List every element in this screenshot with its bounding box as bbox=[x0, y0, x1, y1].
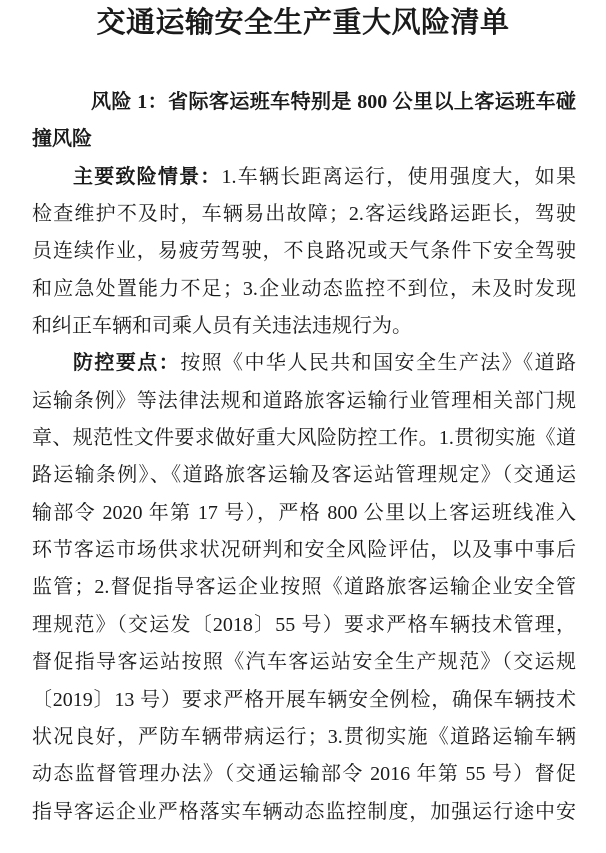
text-line bbox=[32, 532, 576, 569]
text-segment: 监管；2.督促指导客运企业按照《道路旅客运输企业安全管 bbox=[32, 576, 576, 599]
text-segment: 督促指导客运站按照《汽车客运站安全生产规范》（交运规 bbox=[32, 651, 576, 674]
document-body bbox=[32, 84, 576, 831]
document-title: 交通运输安全生产重大风险清单 bbox=[96, 7, 510, 39]
text-line bbox=[32, 233, 576, 270]
text-segment: 和纠正车辆和司乘人员有关违法违规行为。 bbox=[32, 315, 412, 338]
text-line bbox=[32, 121, 576, 158]
text-segment: 路运输条例》、《道路旅客运输及客运站管理规定》（交通运 bbox=[32, 464, 576, 487]
text-segment: 理规范》（交运发〔2018〕55 号）要求严格车辆技术管理， bbox=[32, 613, 576, 636]
text-segment: 状况良好，严防车辆带病运行；3.贯彻实施《道路运输车辆 bbox=[32, 725, 576, 748]
bold-label: 防控要点： bbox=[73, 352, 181, 375]
text-line bbox=[32, 420, 576, 457]
text-line bbox=[32, 569, 576, 606]
text-segment: 按照《中华人民共和国安全生产法》《道路 bbox=[180, 352, 576, 375]
bold-label: 风险 1：省际客运班车特别是 800 公里以上客运班车碰 bbox=[91, 91, 576, 113]
text-line bbox=[32, 495, 576, 532]
paragraph-prevention-control-points bbox=[32, 345, 576, 830]
text-line bbox=[32, 607, 576, 644]
text-line bbox=[32, 794, 576, 831]
text-line bbox=[32, 682, 576, 719]
paragraph-main-risk-scenarios bbox=[32, 159, 576, 346]
text-line bbox=[32, 719, 576, 756]
text-line bbox=[32, 159, 576, 196]
text-segment: 〔2019〕13 号）要求严格开展车辆安全例检，确保车辆技术 bbox=[32, 688, 576, 711]
text-segment: 和应急处置能力不足；3.企业动态监控不到位，未及时发现 bbox=[32, 277, 576, 300]
text-line bbox=[32, 84, 576, 121]
text-segment: 章、规范性文件要求做好重大风险防控工作。1.贯彻实施《道 bbox=[32, 427, 576, 450]
text-line bbox=[32, 345, 576, 382]
text-segment: 1.车辆长距离运行，使用强度大，如果 bbox=[221, 165, 576, 188]
text-segment: 输部令 2020 年第 17 号），严格 800 公里以上客运班线准入 bbox=[32, 501, 576, 524]
text-line bbox=[32, 196, 576, 233]
text-segment: 运输条例》等法律法规和道路旅客运输行业管理相关部门规 bbox=[32, 389, 576, 412]
text-segment: 指导客运企业严格落实车辆动态监控制度，加强运行途中安 bbox=[32, 800, 576, 823]
bold-label: 撞风险 bbox=[32, 128, 92, 151]
bold-label: 主要致险情景： bbox=[73, 165, 222, 188]
text-segment: 环节客运市场供求状况研判和安全风险评估，以及事中事后 bbox=[32, 539, 576, 562]
text-segment: 检查维护不及时，车辆易出故障；2.客运线路运距长，驾驶 bbox=[32, 203, 576, 226]
text-line bbox=[32, 271, 576, 308]
text-line bbox=[32, 383, 576, 420]
text-line bbox=[32, 308, 576, 345]
text-line bbox=[32, 457, 576, 494]
paragraph-risk-1-heading bbox=[32, 84, 576, 159]
text-line bbox=[32, 644, 576, 681]
text-segment: 动态监督管理办法》（交通运输部令 2016 年第 55 号）督促 bbox=[32, 763, 576, 786]
text-line bbox=[32, 756, 576, 793]
text-segment: 员连续作业，易疲劳驾驶，不良路况或天气条件下安全驾驶 bbox=[32, 240, 576, 263]
